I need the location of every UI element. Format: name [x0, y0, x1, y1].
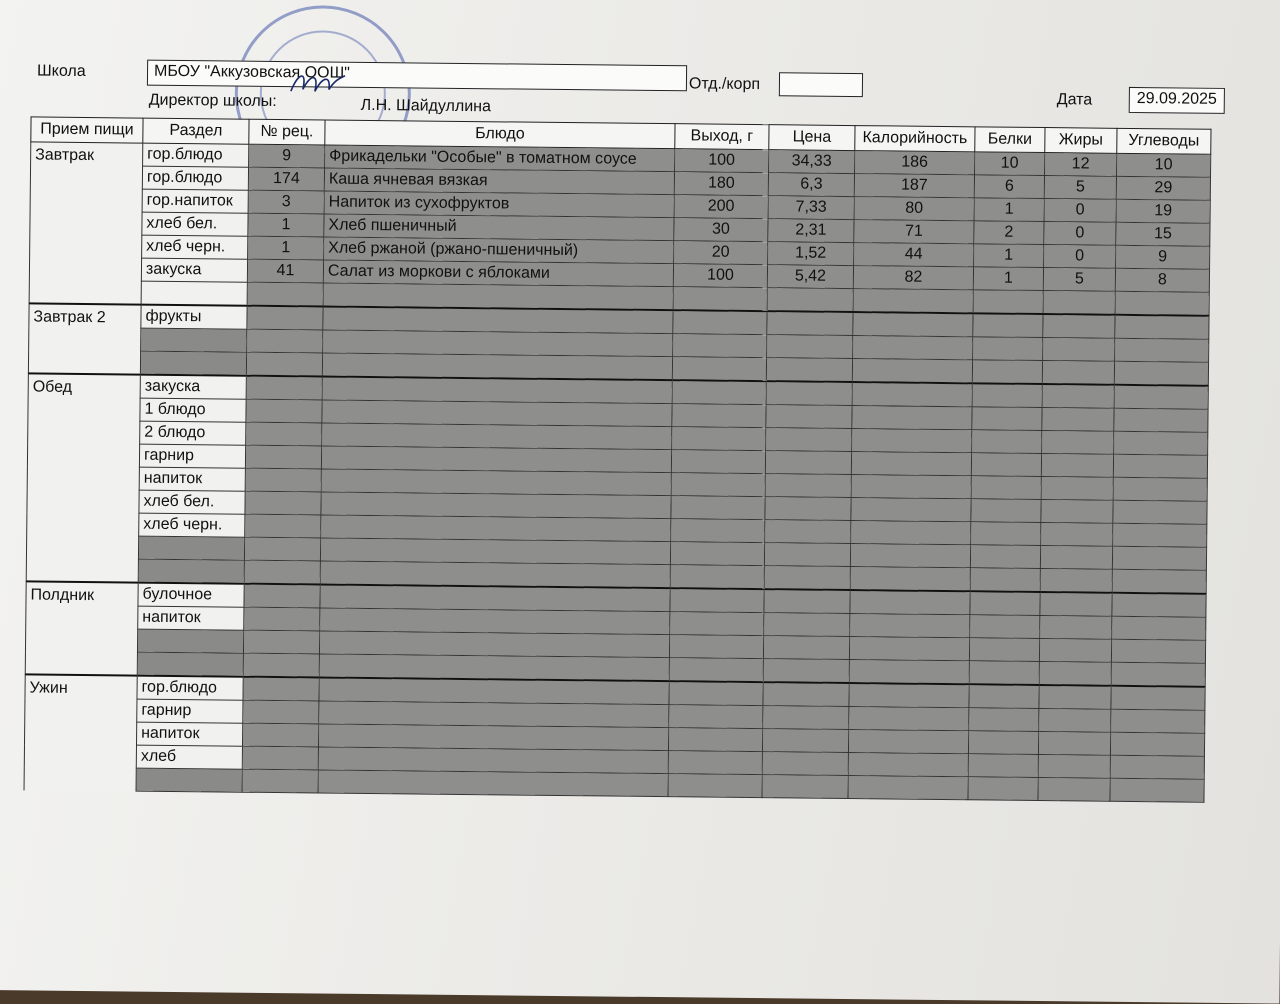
table-cell — [853, 336, 973, 360]
table-cell — [851, 521, 971, 545]
table-cell — [850, 544, 970, 568]
table-cell — [243, 630, 319, 654]
table-cell — [969, 661, 1039, 685]
fat-cell — [1043, 291, 1115, 315]
table-cell — [671, 473, 765, 497]
fat-cell: 12 — [1045, 153, 1117, 177]
table-cell — [848, 730, 968, 754]
table-cell — [765, 451, 851, 475]
section-cell: напиток — [136, 722, 242, 746]
table-cell — [242, 769, 318, 793]
table-cell — [766, 381, 852, 405]
price-cell: 1,52 — [768, 242, 854, 266]
table-cell — [246, 422, 322, 446]
table-cell — [972, 383, 1042, 407]
table-cell — [969, 684, 1039, 708]
section-cell: 2 блюдо — [140, 421, 246, 445]
table-cell — [970, 568, 1040, 592]
yield-cell — [673, 287, 767, 311]
table-cell — [243, 700, 319, 724]
table-cell — [1110, 732, 1204, 756]
kcal-cell: 187 — [854, 174, 974, 198]
table-cell — [1113, 523, 1207, 547]
school-label: Школа — [36, 62, 86, 81]
section-cell — [138, 536, 244, 560]
table-cell — [243, 677, 319, 701]
col-header-carbs: Углеводы — [1117, 128, 1211, 154]
table-cell — [1112, 546, 1206, 570]
section-cell: гор.блюдо — [142, 166, 248, 190]
section-cell: хлеб — [136, 745, 242, 769]
table-cell — [670, 542, 764, 566]
table-cell — [851, 452, 971, 476]
table-cell — [765, 497, 851, 521]
table-cell — [244, 607, 320, 631]
table-cell — [1112, 616, 1206, 640]
table-cell — [764, 589, 850, 613]
section-cell: хлеб черн. — [142, 235, 248, 259]
section-cell: напиток — [139, 467, 245, 491]
table-cell — [852, 406, 972, 430]
kcal-cell: 186 — [855, 151, 975, 175]
table-cell — [848, 776, 968, 800]
table-cell — [1111, 662, 1205, 686]
table-cell — [670, 588, 764, 612]
table-cell — [1042, 408, 1114, 432]
section-cell: фрукты — [141, 305, 247, 330]
table-cell — [1113, 500, 1207, 524]
carbs-cell: 10 — [1117, 153, 1211, 177]
dish-cell: Фрикадельки "Особые" в томатном соусе — [325, 145, 675, 172]
protein-cell: 1 — [974, 198, 1044, 222]
table-cell — [972, 430, 1042, 454]
date-field: 29.09.2025 — [1129, 87, 1225, 114]
fat-cell: 0 — [1044, 245, 1116, 269]
director-signature — [289, 69, 347, 98]
table-cell — [973, 313, 1043, 337]
table-cell — [968, 731, 1038, 755]
table-cell — [764, 566, 850, 590]
table-cell — [245, 491, 321, 515]
section-cell: хлеб бел. — [139, 490, 245, 514]
col-header-meal: Прием пищи — [31, 117, 143, 143]
meal-name: Обед — [26, 373, 140, 582]
table-cell — [1115, 315, 1209, 339]
table-cell — [671, 496, 765, 520]
table-cell — [851, 475, 971, 499]
section-cell — [137, 629, 243, 653]
table-cell — [1038, 778, 1110, 802]
dish-cell: Хлеб ржаной (ржано-пшеничный) — [324, 237, 674, 264]
table-cell — [1039, 709, 1111, 733]
col-header-kcal: Калорийность — [855, 126, 975, 152]
school-name-field: МБОУ "Аккузовская ООШ" — [147, 60, 687, 92]
kcal-cell: 71 — [854, 220, 974, 244]
table-cell — [1038, 732, 1110, 756]
table-cell — [766, 405, 852, 429]
table-cell — [763, 682, 849, 706]
fat-cell: 5 — [1044, 176, 1116, 200]
table-cell — [968, 777, 1038, 801]
table-cell — [849, 683, 969, 708]
table-cell — [1040, 546, 1112, 570]
table-cell — [972, 360, 1042, 384]
director-name: Л.Н. Шайдуллина — [360, 96, 492, 116]
price-cell: 34,33 — [769, 150, 855, 174]
table-cell — [971, 476, 1041, 500]
menu-table — [24, 116, 1212, 802]
table-cell — [1040, 592, 1112, 616]
section-cell: закуска — [140, 375, 246, 400]
table-cell — [1041, 454, 1113, 478]
col-header-price: Цена — [769, 125, 855, 151]
table-cell — [1042, 431, 1114, 455]
table-cell — [318, 770, 668, 797]
table-cell — [668, 774, 762, 798]
section-cell — [136, 768, 242, 792]
table-cell — [968, 754, 1038, 778]
section-cell: хлеб бел. — [142, 212, 248, 236]
table-cell — [242, 723, 318, 747]
table-cell — [1041, 500, 1113, 524]
yield-cell: 180 — [674, 172, 768, 196]
table-cell — [969, 638, 1039, 662]
dish-cell: Каша ячневая вязкая — [324, 168, 674, 195]
section-cell: гор.напиток — [142, 189, 248, 213]
table-cell — [1112, 569, 1206, 593]
table-cell — [1038, 755, 1110, 779]
table-cell — [762, 775, 848, 799]
recipe-cell: 1 — [248, 213, 324, 237]
fat-cell: 0 — [1044, 199, 1116, 223]
section-cell: гарнир — [139, 444, 245, 468]
yield-cell: 30 — [674, 218, 768, 242]
dish-cell: Хлеб пшеничный — [324, 214, 674, 241]
table-cell — [767, 335, 853, 359]
table-cell — [669, 705, 763, 729]
table-cell — [765, 520, 851, 544]
table-cell — [1110, 755, 1204, 779]
table-cell — [1040, 616, 1112, 640]
table-cell — [1039, 639, 1111, 663]
price-cell: 6,3 — [768, 173, 854, 197]
section-cell — [140, 351, 246, 376]
section-cell — [141, 281, 247, 306]
col-header-recipe: № рец. — [249, 119, 325, 145]
table-cell — [1039, 662, 1111, 686]
yield-cell: 100 — [675, 149, 769, 173]
table-cell — [850, 590, 970, 615]
col-header-section: Раздел — [143, 118, 249, 144]
table-cell — [852, 429, 972, 453]
table-cell — [765, 474, 851, 498]
table-cell — [853, 312, 973, 337]
table-cell — [1043, 338, 1115, 362]
table-cell — [246, 352, 322, 376]
table-cell — [1111, 709, 1205, 733]
table-cell — [243, 653, 319, 677]
fat-cell: 0 — [1044, 222, 1116, 246]
table-cell — [972, 407, 1042, 431]
table-cell — [762, 752, 848, 776]
table-cell — [244, 560, 320, 584]
table-cell — [244, 537, 320, 561]
table-cell — [669, 635, 763, 659]
section-cell: гор.блюдо — [143, 143, 249, 167]
table-cell — [242, 746, 318, 770]
table-cell — [668, 728, 762, 752]
table-cell — [245, 514, 321, 538]
col-header-dish: Блюдо — [325, 120, 675, 149]
carbs-cell: 9 — [1116, 245, 1210, 269]
price-cell: 2,31 — [768, 219, 854, 243]
carbs-cell — [1115, 291, 1209, 315]
table-cell — [1041, 523, 1113, 547]
recipe-cell: 41 — [247, 259, 323, 283]
table-cell — [1115, 338, 1209, 362]
meal-name: Полдник — [25, 581, 138, 675]
col-header-yield: Выход, г — [675, 124, 769, 150]
recipe-cell: 9 — [249, 144, 325, 168]
table-cell — [848, 753, 968, 777]
table-cell — [673, 310, 767, 334]
meal-name: Завтрак — [29, 142, 143, 305]
table-cell — [246, 376, 322, 400]
protein-cell: 1 — [974, 244, 1044, 268]
protein-cell — [973, 290, 1043, 314]
table-cell — [1042, 384, 1114, 408]
table-cell — [673, 334, 767, 358]
table-cell — [970, 545, 1040, 569]
table-cell — [244, 584, 320, 608]
kcal-cell: 82 — [853, 266, 973, 290]
table-cell — [849, 660, 969, 685]
table-cell — [1111, 639, 1205, 663]
table-cell — [764, 613, 850, 637]
table-cell — [672, 357, 766, 381]
table-cell — [764, 543, 850, 567]
table-cell — [850, 614, 970, 638]
menu-body — [24, 142, 1211, 802]
table-cell — [247, 329, 323, 353]
table-cell — [1111, 686, 1205, 710]
yield-cell: 20 — [674, 241, 768, 265]
section-cell: закуска — [141, 258, 247, 282]
table-cell — [849, 637, 969, 661]
section-cell: напиток — [138, 606, 244, 630]
dish-cell: Салат из моркови с яблоками — [323, 260, 673, 287]
table-cell — [1114, 385, 1208, 409]
carbs-cell: 19 — [1116, 199, 1210, 223]
table-cell — [1043, 314, 1115, 338]
table-cell — [1110, 778, 1204, 802]
protein-cell: 2 — [974, 221, 1044, 245]
table-cell — [1041, 477, 1113, 501]
section-cell: 1 блюдо — [140, 398, 246, 422]
fat-cell: 5 — [1043, 268, 1115, 292]
section-cell — [141, 328, 247, 352]
table-cell — [763, 706, 849, 730]
table-cell — [670, 565, 764, 589]
price-cell — [767, 288, 853, 312]
carbs-cell: 15 — [1116, 222, 1210, 246]
col-header-fat: Жиры — [1045, 128, 1117, 154]
kcal-cell: 44 — [854, 243, 974, 267]
table-cell — [766, 428, 852, 452]
table-cell — [672, 404, 766, 428]
table-cell — [1042, 361, 1114, 385]
table-cell — [245, 445, 321, 469]
table-cell — [851, 498, 971, 522]
recipe-cell — [247, 282, 323, 306]
table-cell — [970, 615, 1040, 639]
director-label: Директор школы: — [148, 91, 277, 111]
meal-name: Ужин — [24, 674, 137, 791]
table-cell — [672, 380, 766, 404]
section-cell: гарнир — [137, 699, 243, 723]
table-cell — [762, 729, 848, 753]
protein-cell: 1 — [973, 267, 1043, 291]
recipe-cell: 174 — [248, 167, 324, 191]
table-cell — [767, 311, 853, 335]
table-cell — [969, 708, 1039, 732]
table-cell — [971, 522, 1041, 546]
carbs-cell: 29 — [1116, 176, 1210, 200]
dept-field — [779, 72, 863, 97]
table-cell — [973, 337, 1043, 361]
table-cell — [852, 382, 972, 407]
meal-name: Завтрак 2 — [28, 303, 141, 374]
table-cell — [670, 612, 764, 636]
table-cell — [1113, 454, 1207, 478]
table-cell — [763, 659, 849, 683]
table-cell — [668, 751, 762, 775]
recipe-cell: 3 — [248, 190, 324, 214]
table-cell — [1114, 408, 1208, 432]
table-cell — [245, 468, 321, 492]
table-cell — [849, 707, 969, 731]
dept-label: Отд./корп — [688, 75, 761, 94]
table-cell — [672, 427, 766, 451]
table-cell — [671, 519, 765, 543]
table-cell — [763, 636, 849, 660]
dish-cell: Напиток из сухофруктов — [324, 191, 674, 218]
table-cell — [971, 499, 1041, 523]
table-cell — [669, 658, 763, 682]
kcal-cell — [853, 289, 973, 314]
price-cell: 5,42 — [767, 265, 853, 289]
kcal-cell: 80 — [854, 197, 974, 221]
table-cell — [247, 306, 323, 330]
price-cell: 7,33 — [768, 196, 854, 220]
table-cell — [1039, 685, 1111, 709]
carbs-cell: 8 — [1115, 268, 1209, 292]
table-cell — [671, 450, 765, 474]
section-cell: хлеб черн. — [139, 513, 245, 537]
section-cell — [137, 652, 243, 677]
table-cell — [852, 359, 972, 384]
table-cell — [669, 681, 763, 705]
protein-cell: 10 — [975, 152, 1045, 176]
table-cell — [1113, 477, 1207, 501]
recipe-cell: 1 — [248, 236, 324, 260]
section-cell: гор.блюдо — [137, 676, 243, 701]
section-cell: булочное — [138, 583, 244, 608]
table-cell — [1114, 431, 1208, 455]
yield-cell: 100 — [673, 264, 767, 288]
table-cell — [850, 567, 970, 592]
col-header-protein: Белки — [975, 127, 1045, 153]
table-cell — [246, 399, 322, 423]
protein-cell: 6 — [974, 175, 1044, 199]
date-label: Дата — [1056, 91, 1093, 109]
table-cell — [1040, 569, 1112, 593]
yield-cell: 200 — [674, 195, 768, 219]
table-cell — [766, 358, 852, 382]
table-cell — [1112, 593, 1206, 617]
table-cell — [1114, 361, 1208, 385]
table-cell — [970, 591, 1040, 615]
table-cell — [971, 453, 1041, 477]
section-cell — [138, 559, 244, 584]
